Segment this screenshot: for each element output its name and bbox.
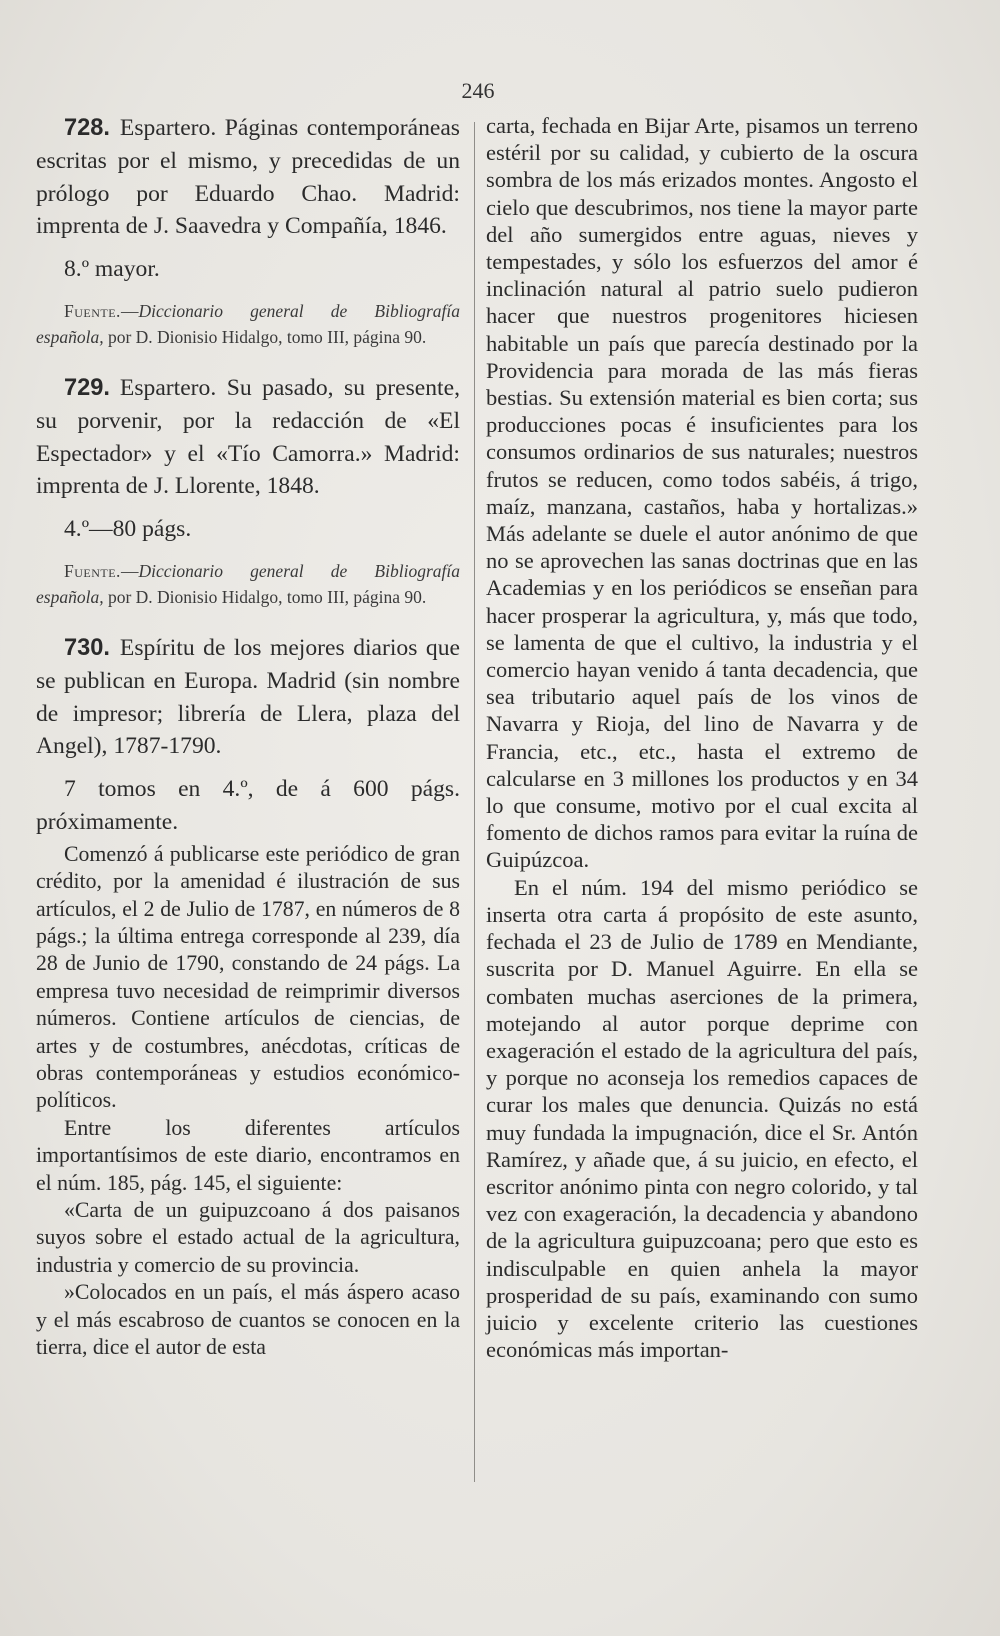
source-details: por D. Dionisio Hidalgo, tomo III, página 90. <box>107 586 427 607</box>
entry-title: Espartero. Páginas contemporáneas escritas por el mismo, y precedidas de un prólogo por Eduardo Chao. Madrid: imprenta de J. Saavedra y Compañía, 1846. <box>36 115 460 240</box>
entry-format: 8.º mayor. <box>64 256 160 283</box>
entry-728 <box>36 112 460 350</box>
entry-source: Fuente.—Diccionario general de Bibliografía española, por D. Dionisio Hidalgo, tomo III, página 90. <box>36 560 460 607</box>
entry-paragraph: «Carta de un guipuzcoano á dos paisanos suyos sobre el estado actual de la agricultura, industria y comercio de su provincia. <box>36 1198 460 1277</box>
page-number: 246 <box>461 78 495 103</box>
left-column <box>36 112 460 1361</box>
entry-format: 4.º—80 págs. <box>64 516 192 543</box>
entry-title: Espíritu de los mejores diarios que se publican en Europa. Madrid (sin nombre de impresor; librería de Llera, plaza del Angel), 1787-1790. <box>36 634 460 760</box>
entry-paragraph: Entre los diferentes artículos importantísimos de este diario, encontramos en el núm. 185, pág. 145, el siguiente: <box>36 1115 460 1195</box>
source-label: Fuente. <box>64 300 121 321</box>
entry-title: Espartero. Su pasado, su presente, su porvenir, por la redacción de «El Espectador» y el «Tío Camorra.» Madrid: imprenta de J. Llorente, 1848. <box>36 374 460 500</box>
entry-number: 729. <box>64 374 110 401</box>
entry-729 <box>36 372 460 610</box>
source-details: por D. Dionisio Hidalgo, tomo III, página 90. <box>107 326 427 347</box>
paragraph: En el núm. 194 del mismo periódico se inserta otra carta á propósito de este asunto, fechada el 23 de Julio de 1789 en Mendiante, suscrita por D. Manuel Aguirre. En ella se combaten muchas aserciones de la primera, motejando al autor porque deprime con exageración el estado de la agricultura del país, y porque no aconseja los remedios capaces de curar los males que denuncia. Quizás no está muy fundada la impugnación, dice el Sr. Antón Ramírez, y añade que, á su juicio, en efecto, el escritor anónimo pinta con negro colorido, y tal vez con exageración, la decadencia y abandono de la agricultura guipuzcoana; pero que esto es indisculpable en quien anhela la mayor prosperidad de su país, examinando con sumo juicio y excelente criterio las cuestiones económicas más importan- <box>486 874 918 1363</box>
entry-paragraph: »Colocados en un país, el más áspero acaso y el más escabroso de cuantos se conocen en la tierra, dice el autor de esta <box>36 1280 460 1360</box>
continued-paragraph: carta, fechada en Bijar Arte, pisamos un terreno estéril por su calidad, y cubierto de la oscura sombra de los más erizados montes. Angosto el cielo que descubrimos, nos tiene la mayor parte del año sumergidos entre aguas, nieves y tempestades, y sólo los esfuerzos del amor é inclinación natural al patrio suelo pudieron hacer que nuestros progenitores hiciesen habitable un país que parecía destinado por la Providencia para morada de las más fieras bestias. Su extensión material es bien corta; sus producciones pocas é insuficientes para los consumos ordinarios de sus naturales; nuestros frutos se reducen, como todos sabéis, á trigo, maíz, manzana, castaños, haba y hortalizas.» Más adelante se duele el autor anónimo de que no se aprovechen las sanas doctrinas que en las Academias y en los periódicos se enseñan para hacer prosperar la agricultura, y, más que todo, se lamenta de que el cultivo, la industria y el comercio hayan venido á tanta decadencia, que sea tributario aquel país de los vinos de Navarra y Rioja, del lino de Navarra y de Francia, etc., etc., hasta el extremo de calcularse en 3 millones los productos y en 34 lo que consume, motivo por el cual excita al fomento de dichos ramos para evitar la ruína de Guipúzcoa. <box>486 113 918 873</box>
source-title: Diccionario general de Bibliografía española, <box>36 300 460 347</box>
source-title: Diccionario general de Bibliografía española, <box>36 560 460 607</box>
source-label: Fuente. <box>64 560 121 581</box>
right-column <box>486 112 918 1363</box>
entry-number: 730. <box>64 634 110 661</box>
entry-source: Fuente.—Diccionario general de Bibliografía española, por D. Dionisio Hidalgo, tomo III, página 90. <box>36 300 460 347</box>
entry-number: 728. <box>64 115 110 141</box>
entry-format: 7 tomos en 4.º, de á 600 págs. próximamente. <box>36 776 460 835</box>
column-divider <box>474 122 475 1482</box>
entry-paragraph: Comenzó á publicarse este periódico de gran crédito, por la amenidad é ilustración de sus artículos, el 2 de Julio de 1787, en números de 8 págs.; la última entrega corresponde al 239, día 28 de Junio de 1790, constando de 24 págs. La empresa tuvo necesidad de reimprimir diversos números. Contiene artículos de ciencias, de artes y de costumbres, anécdotas, críticas de obras contemporáneas y estudios económico-políticos. <box>36 841 460 1113</box>
entry-730 <box>36 632 460 1362</box>
